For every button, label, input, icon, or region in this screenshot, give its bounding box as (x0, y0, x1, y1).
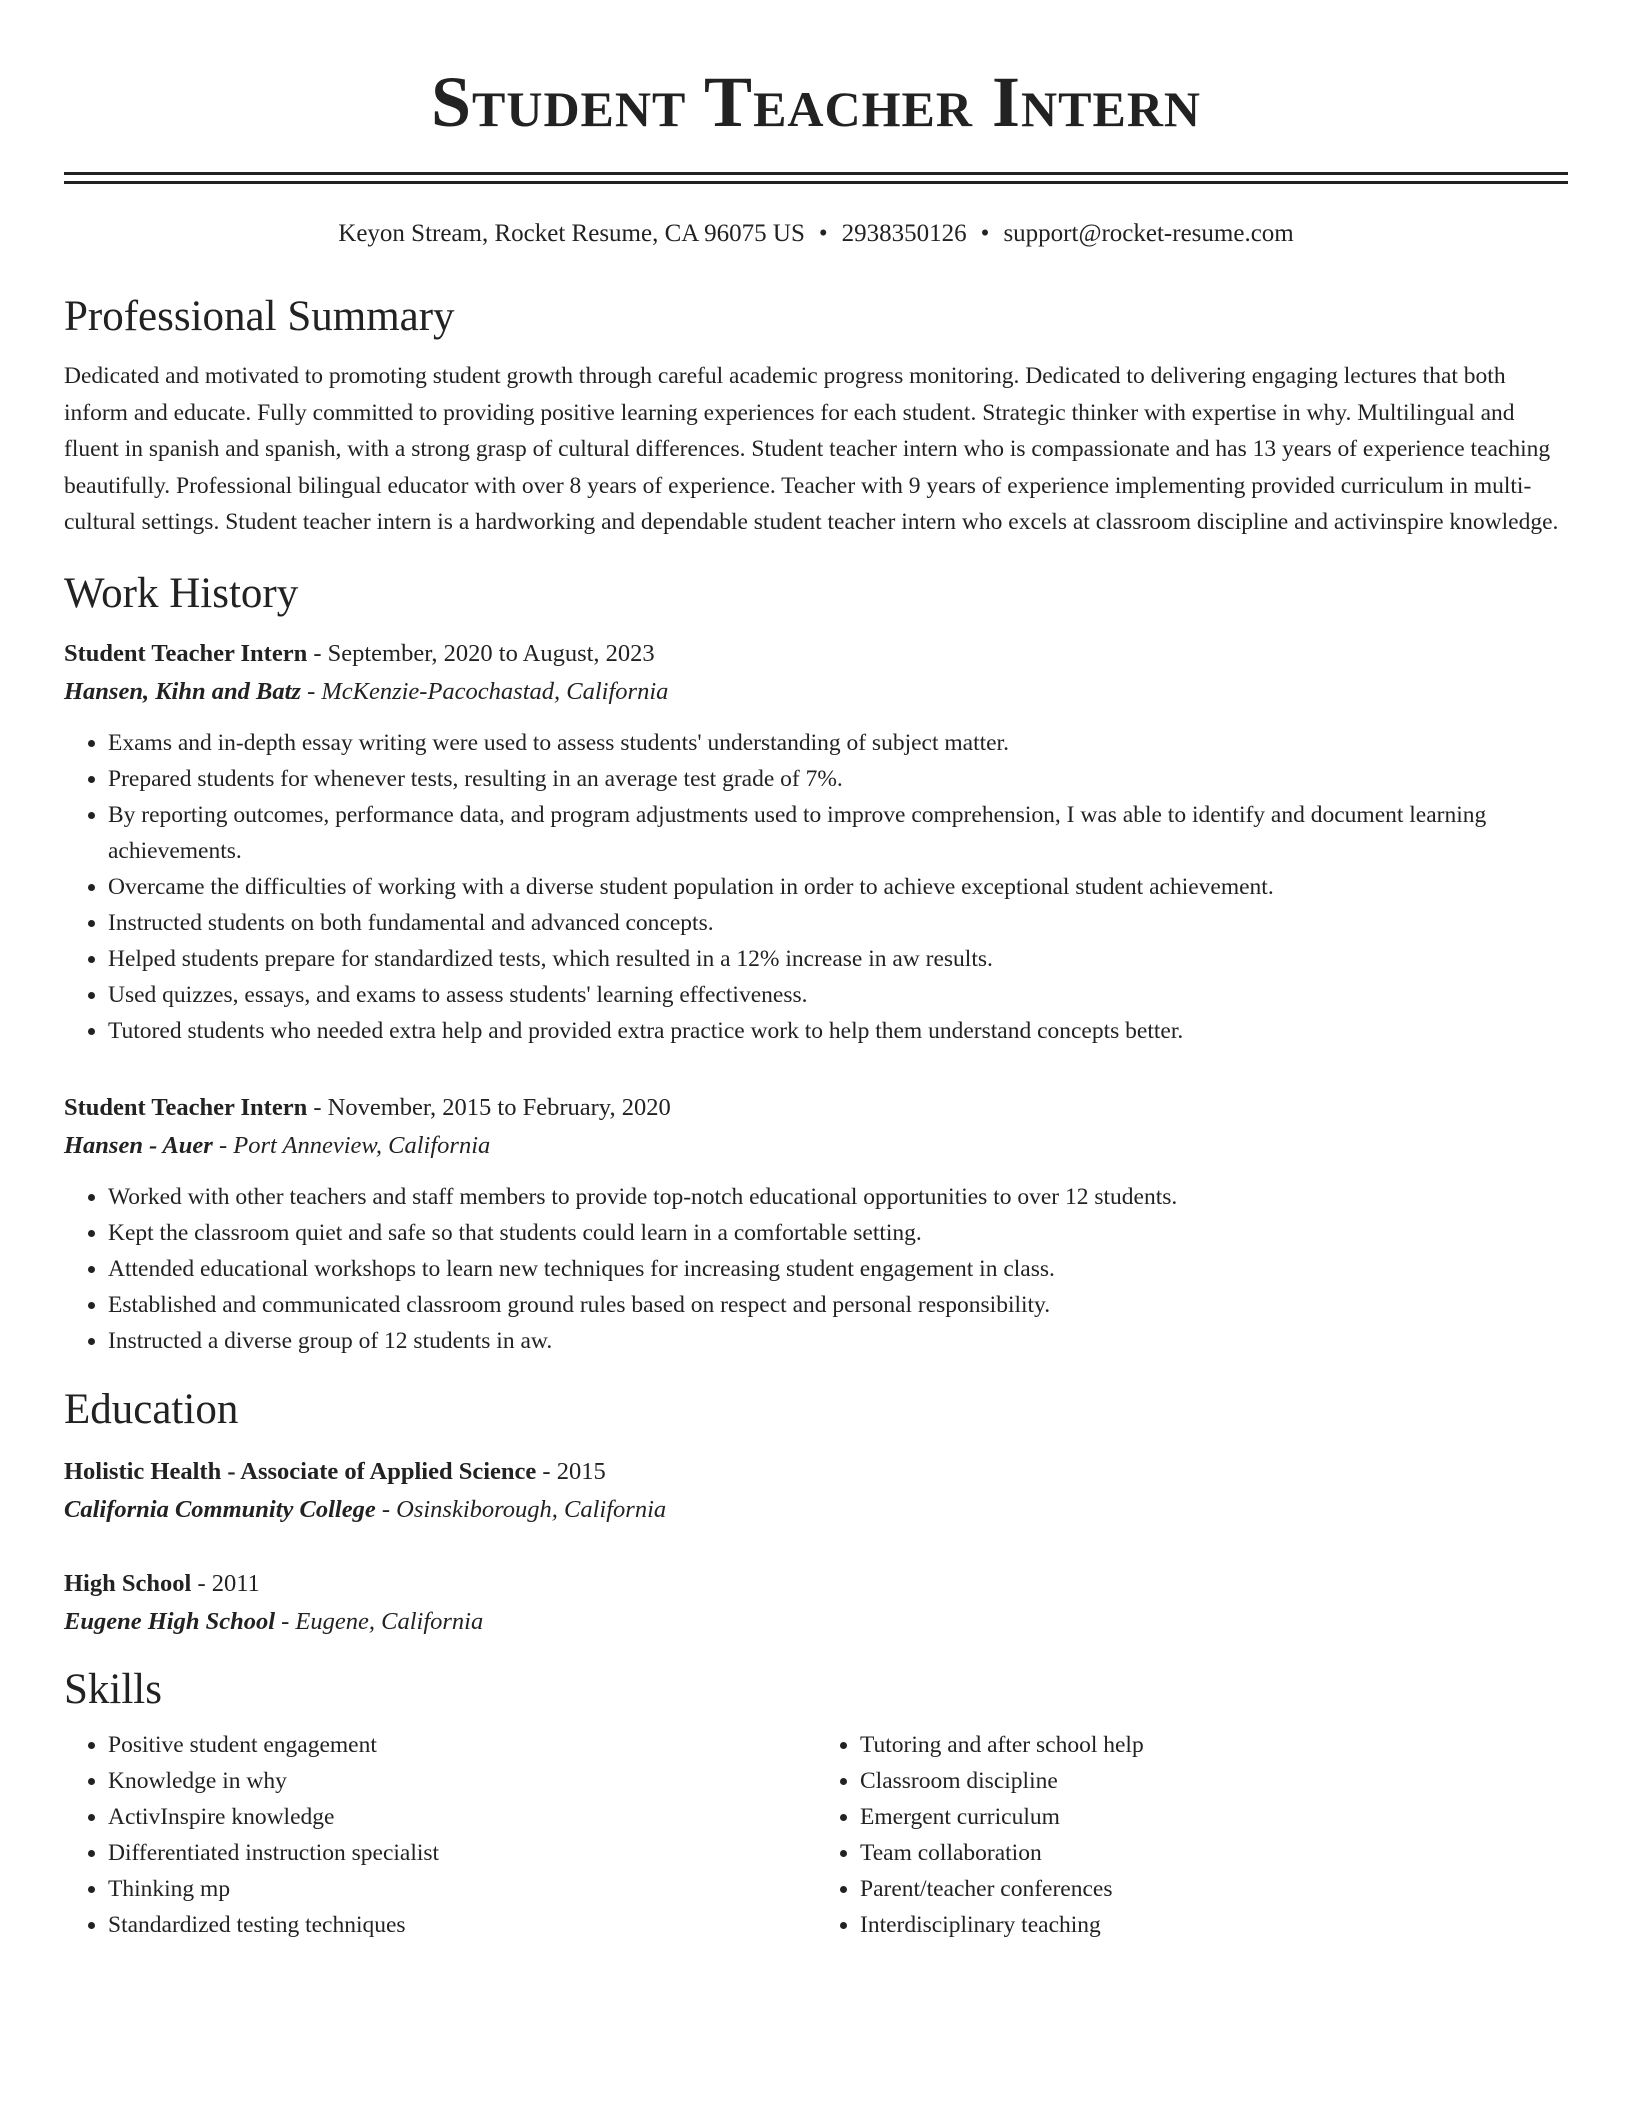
list-item: • Helped students prepare for standardized tests, which resulted in a 12% increase in aw results. (108, 941, 1568, 977)
list-item: • Differentiated instruction specialist (108, 1835, 816, 1871)
education-degree-line (64, 1565, 1568, 1603)
contact-phone: 2938350126 (841, 220, 967, 247)
job-entry (64, 635, 1568, 1049)
list-item: • Prepared students for whenever tests, resulting in an average test grade of 7%. (108, 761, 1568, 797)
title-divider-bottom (64, 181, 1568, 184)
education-school-line (64, 1491, 1568, 1529)
list-item: • Used quizzes, essays, and exams to assess students' learning effectiveness. (108, 977, 1568, 1013)
education-location: - Eugene, California (275, 1607, 484, 1635)
job-location: - McKenzie-Pacochastad, California (300, 677, 669, 705)
list-item: • Parent/teacher conferences (860, 1871, 1568, 1907)
contact-email: support@rocket-resume.com (1003, 220, 1294, 247)
list-item: • Exams and in-depth essay writing were used to assess students' understanding of subject matter. (108, 725, 1568, 761)
job-title: Student Teacher Intern (64, 639, 308, 667)
list-item: • Standardized testing techniques (108, 1907, 816, 1943)
job-title-line (64, 635, 1568, 673)
education-school: California Community College (64, 1495, 376, 1523)
job-company: Hansen, Kihn and Batz (64, 677, 301, 705)
job-bullets (64, 1179, 1568, 1359)
job-company-line (64, 673, 1568, 711)
list-item: • Knowledge in why (108, 1763, 816, 1799)
list-item: • Team collaboration (860, 1835, 1568, 1871)
section-heading-skills: Skills (64, 1665, 162, 1713)
education-entry (64, 1453, 1568, 1529)
job-company-line (64, 1127, 1568, 1165)
section-heading-summary: Professional Summary (64, 293, 455, 340)
list-item: • Established and communicated classroom ground rules based on respect and personal responsibility. (108, 1287, 1568, 1323)
job-dates: - November, 2015 to February, 2020 (307, 1093, 671, 1121)
list-item: • Instructed a diverse group of 12 students in aw. (108, 1323, 1568, 1359)
list-item: • Tutored students who needed extra help and provided extra practice work to help them understand concepts better. (108, 1013, 1568, 1049)
job-company: Hansen - Auer (64, 1131, 213, 1159)
contact-separator: • (980, 220, 990, 247)
list-item: • Classroom discipline (860, 1763, 1568, 1799)
education-degree: Holistic Health - Associate of Applied Science (64, 1457, 537, 1485)
list-item: • ActivInspire knowledge (108, 1799, 816, 1835)
job-title: Student Teacher Intern (64, 1093, 308, 1121)
education-location: - Osinskiborough, California (375, 1495, 667, 1523)
list-item: • Attended educational workshops to learn new techniques for increasing student engagement in class. (108, 1251, 1568, 1287)
job-bullets (64, 725, 1568, 1049)
education-year: - 2015 (536, 1457, 606, 1485)
contact-line (64, 218, 1568, 250)
skills-column-right (816, 1727, 1568, 1943)
title-divider-top (64, 172, 1568, 175)
job-dates: - September, 2020 to August, 2023 (307, 639, 655, 667)
list-item: • Overcame the difficulties of working with a diverse student population in order to achieve exceptional student achievement. (108, 869, 1568, 905)
summary-text: Dedicated and motivated to promoting student growth through careful academic progress monitoring. Dedicated to delivering engaging lectures that both inform and educate. Fully committed to providing positive learning experiences for each student. Strategic thinker with expertise in why. Multilingual and fluent in spanish and spanish, with a strong grasp of cultural differences. Student teacher intern who is compassionate and has 13 years of experience teaching beautifully. Professional bilingual educator with over 8 years of experience. Teacher with 9 years of experience implementing provided curriculum in multi-cultural settings. Student teacher intern is a hardworking and dependable student teacher intern who excels at classroom discipline and activinspire knowledge. (64, 363, 1559, 536)
education-year: - 2011 (191, 1569, 260, 1597)
section-heading-education: Education (64, 1385, 239, 1433)
job-entry (64, 1089, 1568, 1359)
job-location: - Port Anneview, California (212, 1131, 491, 1159)
education-school-line (64, 1603, 1568, 1641)
job-title-line (64, 1089, 1568, 1127)
list-item: • Positive student engagement (108, 1727, 816, 1763)
list-item: • Emergent curriculum (860, 1799, 1568, 1835)
contact-separator: • (818, 220, 828, 247)
list-item: • Instructed students on both fundamental and advanced concepts. (108, 905, 1568, 941)
education-entry (64, 1565, 1568, 1641)
list-item: • Worked with other teachers and staff members to provide top-notch educational opportunities to over 12 students. (108, 1179, 1568, 1215)
skills-column-left (64, 1727, 816, 1943)
education-degree: High School (64, 1569, 192, 1597)
skills-list (64, 1727, 1568, 1943)
list-item: • Tutoring and after school help (860, 1727, 1568, 1763)
education-school: Eugene High School (64, 1607, 276, 1635)
list-item: • Thinking mp (108, 1871, 816, 1907)
list-item: • Interdisciplinary teaching (860, 1907, 1568, 1943)
education-degree-line (64, 1453, 1568, 1491)
section-heading-work-history: Work History (64, 569, 299, 617)
resume-title: Student Teacher Intern (430, 62, 1202, 142)
list-item: • By reporting outcomes, performance data, and program adjustments used to improve comprehension, I was able to identify and document learning achievements. (108, 797, 1568, 869)
list-item: • Kept the classroom quiet and safe so that students could learn in a comfortable setting. (108, 1215, 1568, 1251)
contact-address: Keyon Stream, Rocket Resume, CA 96075 US (338, 220, 805, 247)
